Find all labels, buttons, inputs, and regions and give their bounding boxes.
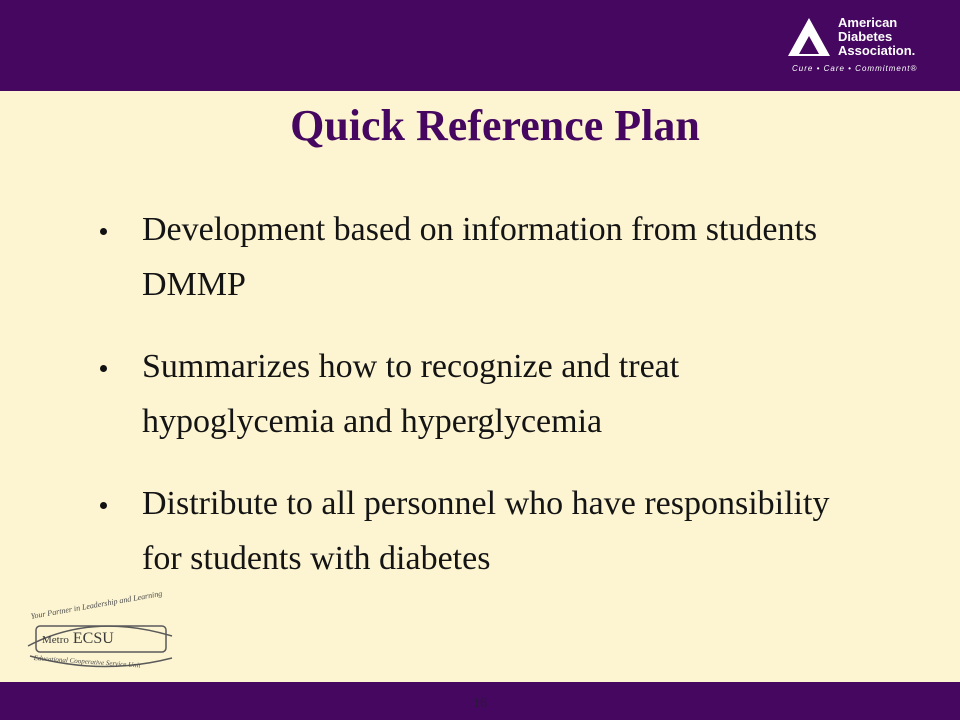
bullet-text: Distribute to all personnel who have responsibility for students with diabetes [142,485,830,577]
bullet-text: Summarizes how to recognize and treat hypoglycemia and hyperglycemia [142,348,680,440]
metro-logo-tagline: Your Partner in Leadership and Learning [30,588,163,621]
slide-title: Quick Reference Plan [290,101,700,150]
page-number: 16 [473,696,487,711]
ada-logo-tagline: Cure • Care • Commitment® [792,64,918,73]
ada-logo-line: Association. [838,43,916,58]
ada-logo-line: Diabetes [838,29,893,44]
metro-logo-name-prefix: Metro [42,634,69,646]
bullet-icon [100,502,107,509]
metro-logo-name [42,630,114,648]
bullet-text: Development based on information from students DMMP [142,211,818,303]
bullet-icon [100,228,107,235]
ada-logo-line: American [838,15,898,30]
bullet-icon [100,365,107,372]
metro-logo-subtitle: Educational Cooperative Service Unit [33,654,141,670]
metro-logo-name-suffix: ECSU [72,630,114,647]
